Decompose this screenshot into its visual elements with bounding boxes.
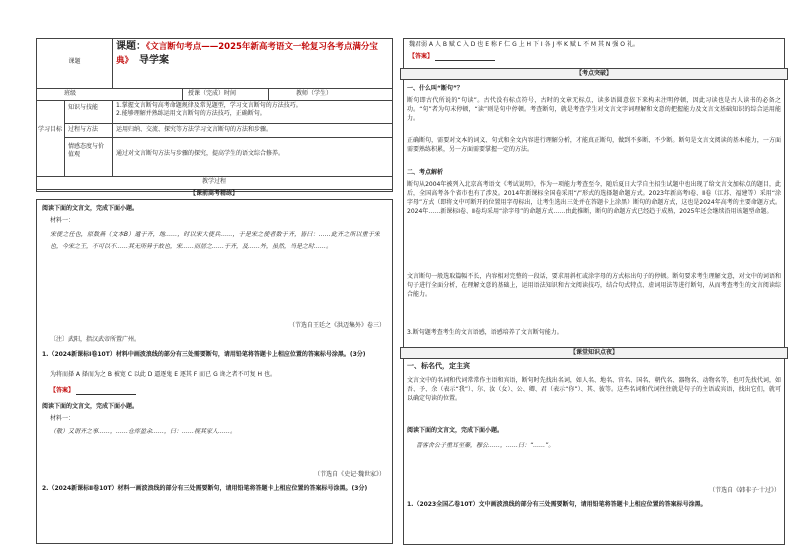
process-label: 教学过程 [201, 178, 226, 185]
s3-source: （节选自《韩非子·十过》） [709, 487, 780, 494]
s1-title: 一、什么叫“断句”？ [407, 85, 463, 92]
q1-answer-blank[interactable] [76, 388, 136, 395]
teacher-label: 教师（学生） [296, 90, 333, 97]
goal-value-knowledge: 1.掌握文言断句高考命题规律及常见题型，学习文言断句的方法技巧。 2.能够理解并熟练运用文言断句的方法技巧，正确断句。 [116, 102, 302, 117]
title-main: 《文言断句考点——2025年新高考语文一轮复习各考点满分宝典》 [116, 42, 378, 66]
s3-question: 1.（2023全国乙卷10T）文中画波浪线的部分有三处需要断句，请用铅笔将答题卡上相应位置的答案标号涂黑。 [407, 501, 707, 508]
q1-question: 1.（2024新课标Ⅰ卷10T）材料中画波浪线的部分有三处需要断句，请用铅笔将答题卡上相应位置的答案标号涂黑。(3分) [42, 351, 366, 358]
q2-question: 2.（2024新课标Ⅱ卷10T）材料一画波浪线的部分有三处需要断句，请用铅笔将答题卡上相应位置的答案标号涂黑。(3分) [42, 485, 368, 492]
q1-passage: 宋使之任也，原数燕（文本B）遣于齐，地……，时以宋大使兵……，于是宋之使者数于齐，皆曰：……此齐之所以重于宋也，今宋之王，不可以不……其无所异于故也，宋……而居之……于齐，及……外，虽然，当是之时……。 [50, 231, 380, 250]
s2-title: 二、考点解析 [407, 169, 444, 176]
q1-choices: 为将而择 A 择而为之 B 被宽 C 以此 D 逼逐鬼 E 逐其 F 而已 G 谗之者不可复 H 也。 [50, 371, 276, 378]
q1-material: 材料一： [50, 217, 75, 224]
s1-text: 断句即古代所说的“句读”。古代没有标点符号，古时的文章无标点，读多语圆意依下来构未注明停顿，因此习读也是古人读书的必备之功。“句”者为句末停顿，“读”则是句中停顿。考查断句，就是考查学生对文言文字词理解和文意的把握能力及文言文基础知识的综合运用能力。 [407, 97, 781, 122]
q1-answer-label: 【答案】 [50, 387, 75, 394]
q1-source: （节选自王廷之《洪迈集外》卷三） [288, 322, 385, 329]
goals-label: 学习目标 [38, 126, 63, 133]
time-label: 授课（完成）时间 [188, 90, 237, 97]
s3-passage: 晋客舍公子重耳至秦，穆公……，……曰：“……”。 [416, 442, 555, 449]
right-answer-label: 【答案】 [409, 53, 434, 60]
goal-key-attitude: 情感态度与价值观 [68, 143, 105, 158]
topic-label: 课题 [68, 58, 81, 65]
s2-text2: 文言断句一般选取篇幅不长，内容相对完整的一段话，要求用斜杠或涂字母的方式标出句子的停顿。断句要求考生理解文意，对文中的词语和句子进行全面分析，在理解文意的基础上，运用语法知识和古文阅读技巧，结合句式特点、虚词用法等进行断句，从而考查考生的文言阅读综合能力。 [407, 273, 781, 298]
q2-material: 材料一： [50, 415, 75, 422]
right-answer [409, 52, 609, 61]
right-answer-blank[interactable] [435, 54, 495, 61]
section-label-precourse: 【课前高考精练】 [189, 190, 238, 197]
s3-instruction: 阅读下面的文言文，完成下面小题。 [407, 427, 504, 434]
q2-instruction: 阅读下面的文言文，完成下面小题。 [42, 403, 139, 410]
title-prefix: 课题： [116, 41, 146, 52]
q1-note: 〔注〕武阳，指汉武帝所置广州。 [50, 336, 141, 343]
q2-passage: （敬）又谓齐之事……，……仓库盈余……，曰：……视其家人……。 [50, 428, 237, 435]
right-top-line: 魏君弱 A 人 B 赋 C 入 D 也 E 称 F 仁 G 上 H 下 I 各 J 率 K 赋 L 不 M 其 N 强 O 礼。 [409, 41, 639, 48]
s2-text: 断句从2004年被列入北京高考语文《考试说明》，作为一项能力考查至今，随后夏日大学自主招生试题中也出现了给文言文加标点的题目，此后，全国高考各个省市也有了涉及。2014年新课标全国卷采用“/”形式的选择题命题方式。2023年新高考Ⅰ卷、Ⅱ卷（江苏、福建等）采用“涂字母”方式（即将文中可断开的位置用字母标出，让考生选出三处并在答题卡上涂黑）断句的命题方式，这也是2024年高考的主要命题方式。2024年……新课标Ⅰ卷、Ⅱ卷均采用“涂字母”的命题方式……由此推断，断句的命题方式已经趋于成熟，2025年还会继续沿用该题型命题。 [407, 181, 781, 215]
goal-key-process: 过程与方法 [68, 126, 99, 133]
q1-instruction: 阅读下面的文言文，完成下面小题。 [42, 205, 139, 212]
s2-text3: 3.断句题考查考生的文言语感，语感培养了文言断句能力。 [407, 329, 563, 336]
s1-text2: 正确断句，需要对文本的词义、句式和全文内容进行理解分析，才能真正断句，做到不多断、不少断。断句是文言文阅读的基本能力，一方面需要熟练积累，另一方面需要掌握一定的方法。 [407, 137, 781, 153]
goal-value-attitude: 通过对文言断句方法与步骤的探究，提高学生的语文综合修养。 [116, 150, 285, 157]
q1-answer [50, 386, 250, 395]
section-bar-knowledge: 【课堂知识点夜】 [400, 347, 788, 359]
class-label: 班级 [64, 90, 77, 97]
s3-title: 一、标名代，定主宾 [407, 362, 470, 370]
page-title [116, 40, 386, 68]
section-bar-breakthrough: 【考点突破】 [400, 68, 788, 80]
goal-value-process: 运用归纳、交流、探究等方法学习文言断句的方法和步骤。 [116, 126, 273, 133]
goal-key-knowledge: 知识与技能 [68, 104, 99, 111]
q2-source: （节选自《史记·魏世家》） [314, 471, 385, 478]
s3-text: 文言文中的名词和代词常常作主语和宾语，断句时先找出名词，如人名、地名、官名、国名、朝代名、器物名、动物名等，也可先找代词，如吾、予、余（表示“我”）、尔、汝（女）、公、卿、君（表示“你”）、其、彼等。这些名词和代词往往就是句子的主语或宾语，找出它们，就可以确定句读的位置。 [407, 377, 781, 402]
title-suffix: 导学案 [139, 55, 170, 66]
